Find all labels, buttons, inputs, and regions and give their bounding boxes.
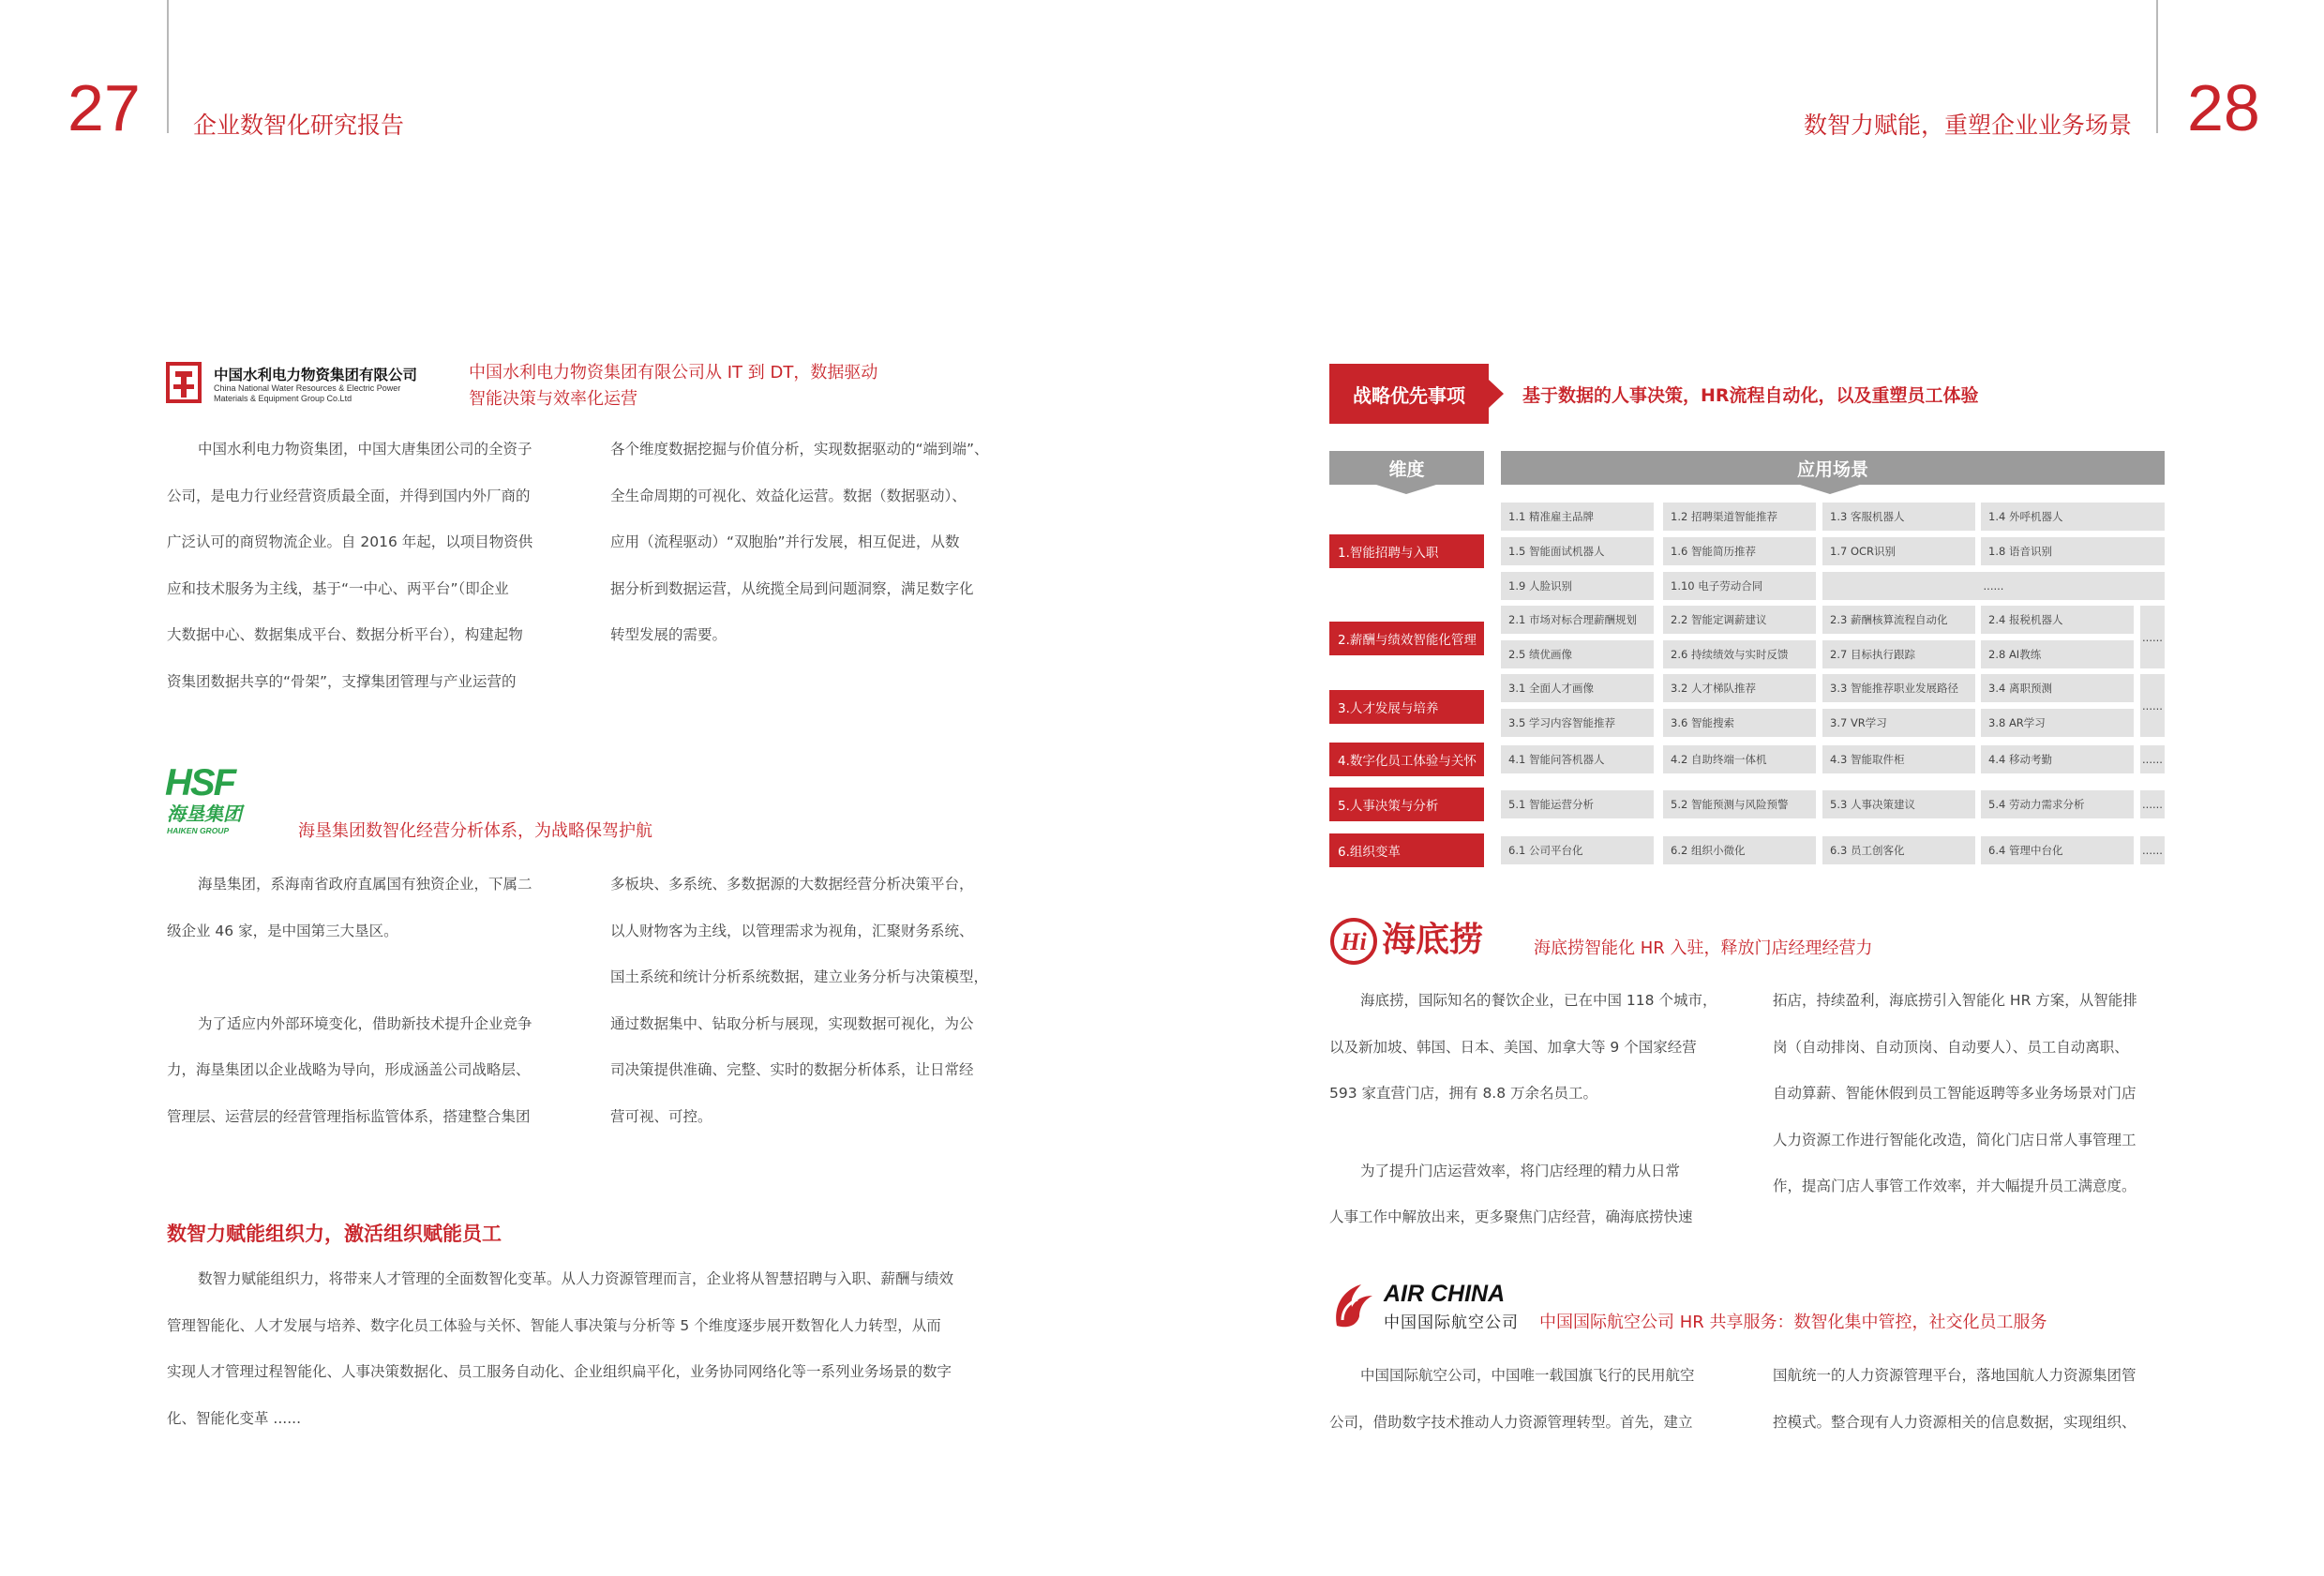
text-line: 人力资源工作进行智能化改造，简化门店日常人事管理工 [1773, 1131, 2137, 1148]
scenario-cell: 5.3 人事决策建议 [1822, 790, 1975, 818]
text-line: 数智力赋能组织力，将带来人才管理的全面数智化变革。从人力资源管理而言，企业将从智慧招聘与入职、薪酬与绩效 [198, 1270, 954, 1287]
haiken-text-col2 [610, 862, 1013, 1140]
text-line: 控模式。整合现有人力资源相关的信息数据，实现组织、 [1773, 1413, 2137, 1431]
text-line: 中国水利电力物资集团，中国大唐集团公司的全资子 [198, 441, 532, 458]
text-line: 公司，借助数字技术推动人力资源管理转型。首先，建立 [1329, 1413, 1693, 1431]
right-header-divider [2156, 0, 2158, 133]
scenario-cell: 1.2 招聘渠道智能推荐 [1663, 503, 1816, 531]
scenario-cell: 2.2 智能定调薪建议 [1663, 606, 1816, 634]
scenario-cell: 2.8 AI教练 [1981, 640, 2134, 668]
scenario-cell: 1.6 智能简历推荐 [1663, 537, 1816, 565]
right-page-number: 28 [2187, 71, 2260, 144]
section-text [167, 1256, 1011, 1442]
left-page-header: 企业数智化研究报告 [193, 112, 405, 139]
cnwr-logo-cn: 中国水利电力物资集团有限公司 [214, 368, 418, 383]
scenario-cell-more: ...... [2140, 790, 2165, 818]
haiken-logo-en: HAIKEN GROUP [167, 826, 230, 835]
scenario-cell: 1.10 电子劳动合同 [1663, 572, 1816, 600]
scenario-cell: 2.4 报税机器人 [1981, 606, 2134, 634]
scenario-cell: 1.9 人脸识别 [1501, 572, 1654, 600]
text-line: 593 家直营门店，拥有 8.8 万余名员工。 [1329, 1085, 1598, 1102]
scenario-cell: 1.3 客服机器人 [1822, 503, 1975, 531]
airchina-text-col2 [1773, 1353, 2167, 1446]
scenario-cell: 3.6 智能搜索 [1663, 709, 1816, 737]
haidilao-logo [1329, 915, 1517, 968]
cnwr-subtitle-line2: 智能决策与效率化运营 [469, 389, 637, 409]
text-line: 全生命周期的可视化、效益化运营。数据（数据驱动）、 [610, 487, 967, 504]
scenario-cell: 2.1 市场对标合理薪酬规划 [1501, 606, 1654, 634]
cnwr-logo-en1: China National Water Resources & Electric Power [214, 383, 401, 393]
haiken-logo-mark: HSF [165, 762, 234, 803]
right-page-header: 数智力赋能，重塑企业业务场景 [1803, 112, 2132, 139]
left-page-number: 27 [67, 71, 141, 144]
table-header-dimension-arrow [1376, 485, 1436, 494]
cnwr-logo [165, 360, 446, 407]
table-header-dimension: 维度 [1329, 451, 1484, 485]
text-line: 转型发展的需要。 [610, 626, 727, 643]
text-line: 岗（自动排岗、自动顶岗、自动要人）、员工自动离职、 [1773, 1038, 2129, 1056]
text-line: 以人财物客为主线，以管理需求为视角，汇聚财务系统、 [610, 922, 974, 939]
text-line: 拓店，持续盈利，海底捞引入智能化 HR 方案，从智能排 [1773, 992, 2137, 1009]
text-line: 多板块、多系统、多数据源的大数据经营分析决策平台， [610, 876, 974, 893]
scenario-cell: 4.2 自助终端一体机 [1663, 745, 1816, 773]
text-line: 国土系统和统计分析系统数据，建立业务分析与决策模型， [610, 968, 989, 985]
airchina-text-col1 [1329, 1353, 1723, 1446]
text-line: 实现人才管理过程智能化、人事决策数据化、员工服务自动化、企业组织扁平化，业务协同网络化等一系列业务场景的数字 [167, 1363, 952, 1380]
table-header-scenarios: 应用场景 [1501, 451, 2165, 485]
scenario-cell: 2.7 目标执行跟踪 [1822, 640, 1975, 668]
scenario-cell-more: ...... [1822, 572, 2165, 600]
haidilao-logo-cn: 海底捞 [1382, 921, 1484, 959]
haiken-logo-cn: 海垦集团 [167, 803, 242, 825]
scenario-cell: 3.1 全面人才画像 [1501, 674, 1654, 702]
scenario-cell: 3.2 人才梯队推荐 [1663, 674, 1816, 702]
text-line: 公司，是电力行业经营资质最全面，并得到国内外厂商的 [167, 487, 531, 504]
haidilao-subtitle: 海底捞智能化 HR 入驻，释放门店经理经营力 [1534, 938, 1873, 958]
airchina-subtitle: 中国国际航空公司 HR 共享服务：数智化集中管控，社交化员工服务 [1539, 1313, 2047, 1332]
text-line: 海底捞，国际知名的餐饮企业，已在中国 118 个城市， [1360, 992, 1717, 1009]
scenario-cell-more: ...... [2140, 674, 2165, 737]
text-line: 各个维度数据挖掘与价值分析，实现数据驱动的“端到端”、 [610, 441, 989, 458]
scenario-cell-more: ...... [2140, 836, 2165, 864]
scenario-cell: 6.1 公司平台化 [1501, 836, 1654, 864]
scenario-cell-more: ...... [2140, 745, 2165, 773]
text-line [167, 954, 561, 1001]
text-line: 中国国际航空公司，中国唯一载国旗飞行的民用航空 [1360, 1367, 1695, 1384]
haiken-text-col1 [167, 862, 561, 1140]
haidilao-hi-icon [1329, 917, 1378, 966]
haidilao-text-col2 [1773, 978, 2167, 1210]
left-header-divider [167, 0, 169, 133]
text-line: 自动算薪、智能休假到员工智能返聘等多业务场景对门店 [1773, 1085, 2137, 1102]
text-line: 据分析到数据运营，从统揽全局到问题洞察，满足数字化 [610, 579, 974, 597]
text-line: 管理层、运营层的经营管理指标监管体系，搭建整合集团 [167, 1107, 531, 1125]
text-line: 管理智能化、人才发展与培养、数字化员工体验与关怀、智能人事决策与分析等 5 个维度逐步展开数智化人力转型，从而 [167, 1316, 941, 1334]
text-line: 广泛认可的商贸物流企业。自 2016 年起，以项目物资供 [167, 533, 533, 550]
haidilao-logo-mark: Hi [1341, 928, 1367, 955]
text-line: 为了提升门店运营效率，将门店经理的精力从日常 [1360, 1162, 1681, 1179]
scenario-cell: 4.1 智能问答机器人 [1501, 745, 1654, 773]
text-line [1329, 1118, 1723, 1148]
scenario-cell: 4.3 智能取件柜 [1822, 745, 1975, 773]
text-line: 国航统一的人力资源管理平台，落地国航人力资源集团管 [1773, 1367, 2137, 1384]
text-line: 级企业 46 家，是中国第三大垦区。 [167, 922, 398, 939]
text-line: 通过数据集中、钻取分析与展现，实现数据可视化，为公 [610, 1014, 974, 1032]
scenario-cell: 5.1 智能运营分析 [1501, 790, 1654, 818]
table-header-scenarios-arrow [1800, 485, 1860, 494]
cnwr-text-col2 [610, 427, 1013, 659]
scenario-cell: 3.8 AR学习 [1981, 709, 2134, 737]
scenario-cell: 3.4 离职预测 [1981, 674, 2134, 702]
text-line: 作，提高门店人事管工作效率，并大幅提升员工满意度。 [1773, 1178, 2137, 1194]
scenario-cell: 2.5 绩优画像 [1501, 640, 1654, 668]
airchina-logo-en: AIR CHINA [1384, 1281, 1506, 1307]
airchina-logo [1329, 1279, 1517, 1335]
scenario-cell: 3.5 学习内容智能推荐 [1501, 709, 1654, 737]
section-title: 数智力赋能组织力，激活组织赋能员工 [167, 1223, 502, 1245]
text-line: 应用（流程驱动）“双胞胎”并行发展，相互促进，从数 [610, 533, 960, 550]
scenario-cell: 2.3 薪酬核算流程自动化 [1822, 606, 1975, 634]
scenario-cell: 6.4 管理中台化 [1981, 836, 2134, 864]
scenario-cell: 3.3 智能推荐职业发展路径 [1822, 674, 1975, 702]
text-line: 资集团数据共享的“骨架”，支撑集团管理与产业运营的 [167, 672, 517, 690]
haidilao-text-col1 [1329, 978, 1723, 1241]
cnwr-text-col1 [167, 427, 561, 705]
text-line: 营可视、可控。 [610, 1107, 712, 1125]
cnwr-emblem-icon [165, 362, 202, 403]
scenario-cell-more: ...... [2140, 606, 2165, 668]
scenario-cell: 1.8 语音识别 [1981, 537, 2165, 565]
text-line: 司决策提供准确、完整、实时的数据分析体系，让日常经 [610, 1061, 974, 1078]
scenario-cell: 5.4 劳动力需求分析 [1981, 790, 2134, 818]
airchina-logo-cn: 中国国际航空公司 [1384, 1313, 1519, 1332]
priority-tag: 战略优先事项 [1329, 364, 1489, 424]
dimension-6: 6.组织变革 [1329, 833, 1484, 867]
text-line: 为了适应内外部环境变化，借助新技术提升企业竞争 [198, 1014, 532, 1032]
dimension-1: 1.智能招聘与入职 [1329, 534, 1484, 568]
scenario-cell: 5.2 智能预测与风险预警 [1663, 790, 1816, 818]
text-line: 海垦集团，系海南省政府直属国有独资企业，下属二 [198, 876, 532, 893]
priority-text: 基于数据的人事决策，HR流程自动化，以及重塑员工体验 [1522, 385, 1979, 406]
haiken-subtitle: 海垦集团数智化经营分析体系，为战略保驾护航 [298, 821, 652, 841]
dimension-2: 2.薪酬与绩效智能化管理 [1329, 622, 1484, 655]
text-line: 化、智能化变革 ...... [167, 1409, 301, 1427]
scenario-cell: 1.7 OCR识别 [1822, 537, 1975, 565]
priority-tag-arrow [1489, 380, 1504, 408]
scenario-cell: 1.4 外呼机器人 [1981, 503, 2165, 531]
scenario-cell: 1.1 精准雇主品牌 [1501, 503, 1654, 531]
scenario-cell: 1.5 智能面试机器人 [1501, 537, 1654, 565]
text-line: 力，海垦集团以企业战略为导向，形成涵盖公司战略层、 [167, 1061, 531, 1078]
dimension-3: 3.人才发展与培养 [1329, 690, 1484, 724]
dimension-5: 5.人事决策与分析 [1329, 788, 1484, 821]
scenario-cell: 6.2 组织小微化 [1663, 836, 1816, 864]
text-line: 以及新加坡、韩国、日本、美国、加拿大等 9 个国家经营 [1329, 1038, 1697, 1056]
cnwr-subtitle-line1: 中国水利电力物资集团有限公司从 IT 到 DT，数据驱动 [469, 363, 878, 383]
text-line: 人事工作中解放出来，更多聚焦门店经营，确海底捞快速 [1329, 1208, 1693, 1225]
text-line: 大数据中心、数据集成平台、数据分析平台），构建起物 [167, 626, 523, 643]
scenario-cell: 6.3 员工创客化 [1822, 836, 1975, 864]
text-line: 应和技术服务为主线，基于“一中心、两平台”（即企业 [167, 579, 509, 597]
scenario-cell: 4.4 移动考勤 [1981, 745, 2134, 773]
scenario-cell: 3.7 VR学习 [1822, 709, 1975, 737]
phoenix-icon [1329, 1279, 1378, 1331]
dimension-4: 4.数字化员工体验与关怀 [1329, 743, 1484, 776]
cnwr-logo-en2: Materials & Equipment Group Co.Ltd [214, 394, 352, 403]
scenario-cell: 2.6 持续绩效与实时反馈 [1663, 640, 1816, 668]
haiken-logo [165, 764, 268, 839]
